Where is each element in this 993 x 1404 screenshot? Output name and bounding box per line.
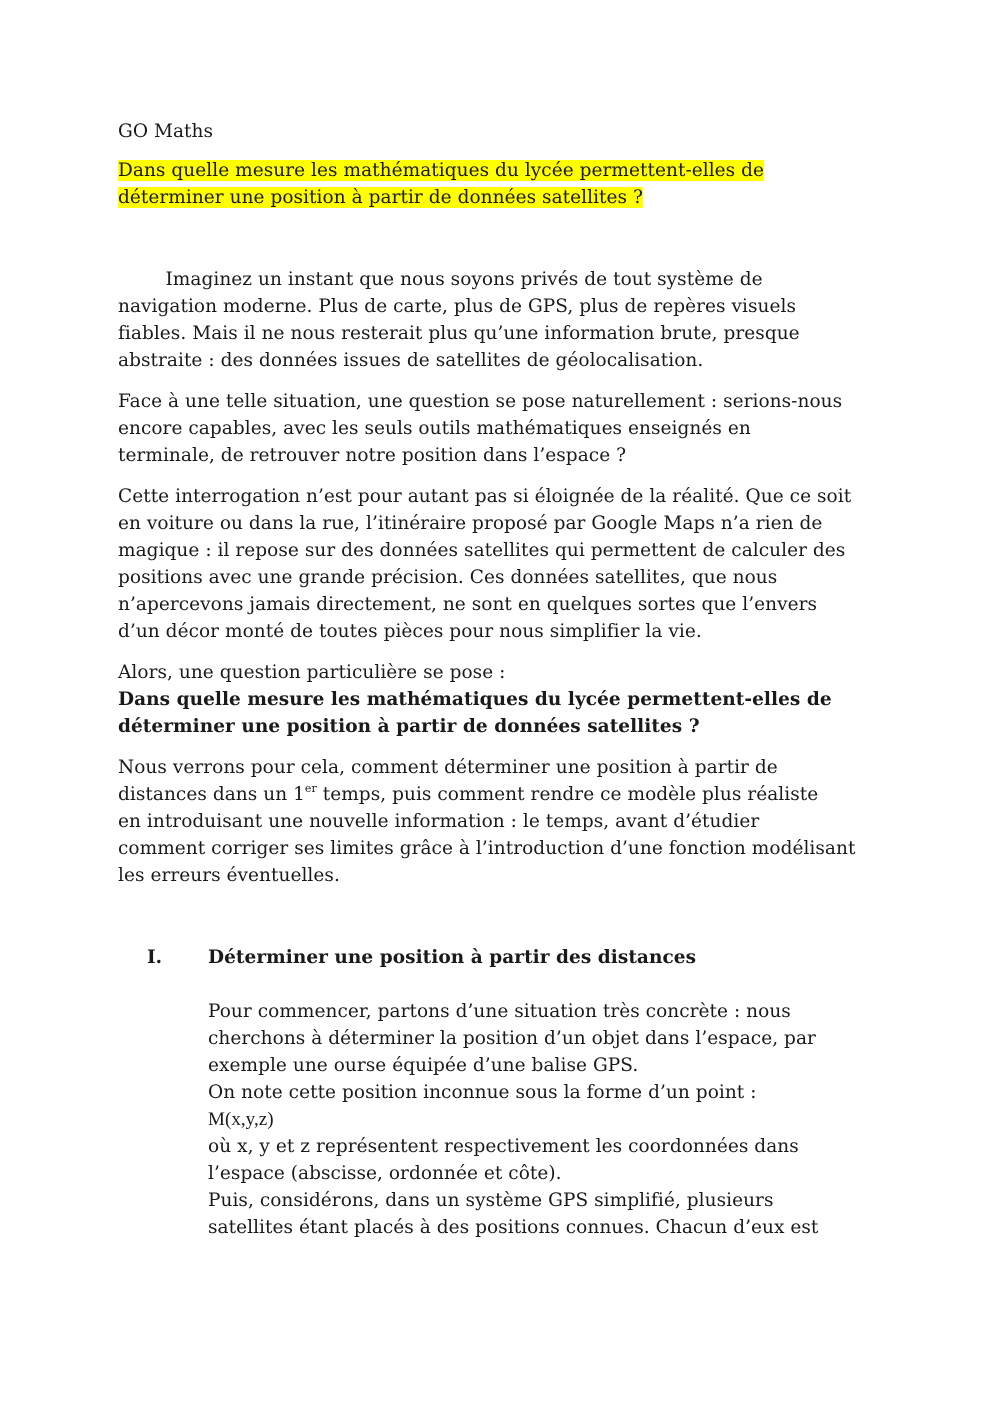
paragraph-line: abstraite : des données issues de satellites de géolocalisation. <box>118 350 704 371</box>
section-body-line: Puis, considérons, dans un système GPS simplifié, plusieurs <box>208 1190 774 1211</box>
text-run: distances dans un 1 <box>118 784 305 805</box>
section-heading: Déterminer une position à partir des distances <box>208 947 697 968</box>
document-title: GO Maths <box>118 121 214 142</box>
paragraph-line: en introduisant une nouvelle information : le temps, avant d’étudier <box>118 811 760 832</box>
paragraph-line: navigation moderne. Plus de carte, plus de GPS, plus de repères visuels <box>118 296 796 317</box>
point-formula: M(x,y,z) <box>208 1109 274 1130</box>
section-body-line: satellites étant placés à des positions connues. Chacun d’eux est <box>208 1217 819 1238</box>
section-body-line: l’espace (abscisse, ordonnée et côte). <box>208 1163 562 1184</box>
paragraph-line: Imaginez un instant que nous soyons privés de tout système de <box>118 269 763 290</box>
paragraph-line: fiables. Mais il ne nous resterait plus qu’une information brute, presque <box>118 323 800 344</box>
paragraph-line: en voiture ou dans la rue, l’itinéraire proposé par Google Maps n’a rien de <box>118 513 823 534</box>
text-run: temps, puis comment rendre ce modèle plus réaliste <box>316 784 819 805</box>
highlight-text: Dans quelle mesure les mathématiques du lycée permettent-elles de <box>118 160 765 181</box>
highlighted-question-line-2 <box>118 184 643 211</box>
paragraph-line: magique : il repose sur des données satellites qui permettent de calculer des <box>118 540 846 561</box>
paragraph-line: terminale, de retrouver notre position dans l’espace ? <box>118 445 627 466</box>
paragraph-line: les erreurs éventuelles. <box>118 865 340 886</box>
highlight-text: déterminer une position à partir de données satellites ? <box>118 187 643 208</box>
paragraph-line: positions avec une grande précision. Ces données satellites, que nous <box>118 567 778 588</box>
paragraph-line <box>118 781 818 808</box>
problem-statement-line-2: déterminer une position à partir de données satellites ? <box>118 716 700 737</box>
superscript: er <box>304 782 317 795</box>
section-body-line: exemple une ourse équipée d’une balise GPS. <box>208 1055 639 1076</box>
section-body-line: Pour commencer, partons d’une situation très concrète : nous <box>208 1001 791 1022</box>
paragraph-line: d’un décor monté de toutes pièces pour nous simplifier la vie. <box>118 621 702 642</box>
section-body-line: où x, y et z représentent respectivement les coordonnées dans <box>208 1136 799 1157</box>
paragraph-line: Nous verrons pour cela, comment déterminer une position à partir de <box>118 757 778 778</box>
paragraph-line: Alors, une question particulière se pose : <box>118 662 506 683</box>
problem-statement-line-1: Dans quelle mesure les mathématiques du lycée permettent-elles de <box>118 689 832 710</box>
paragraph-line: comment corriger ses limites grâce à l’introduction d’une fonction modélisant <box>118 838 856 859</box>
section-number: I. <box>147 947 163 968</box>
paragraph-line: encore capables, avec les seuls outils mathématiques enseignés en <box>118 418 751 439</box>
paragraph-line: n’apercevons jamais directement, ne sont en quelques sortes que l’envers <box>118 594 818 615</box>
highlighted-question-line-1 <box>118 157 764 184</box>
paragraph-line: Cette interrogation n’est pour autant pas si éloignée de la réalité. Que ce soit <box>118 486 852 507</box>
section-body-line: On note cette position inconnue sous la forme d’un point : <box>208 1082 757 1103</box>
paragraph-line: Face à une telle situation, une question se pose naturellement : serions-nous <box>118 391 843 412</box>
section-body-line: cherchons à déterminer la position d’un objet dans l’espace, par <box>208 1028 816 1049</box>
